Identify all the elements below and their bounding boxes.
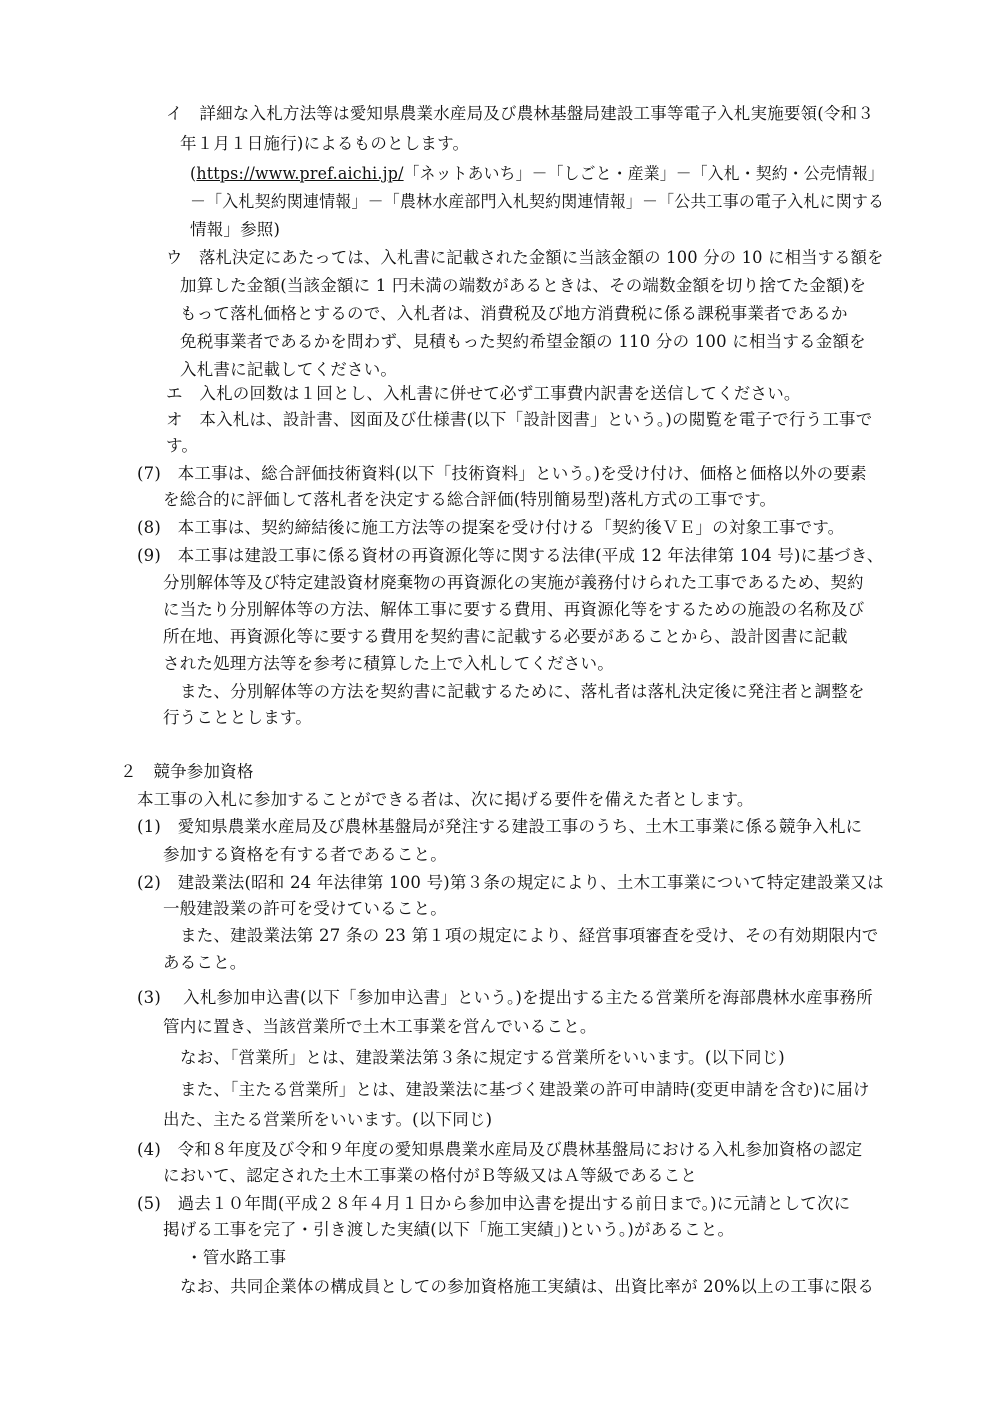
item-7-line-1: (7) 本工事は、総合評価技術資料(以下「技術資料」という。)を受け付け、価格と価格以外の要素 <box>137 464 867 483</box>
item-i-line-1: イ 詳細な入札方法等は愛知県農業水産局及び農林基盤局建設工事等電子入札実施要領(令和３ <box>166 104 875 123</box>
item-u-line-3: もって落札価格とするので、入札者は、消費税及び地方消費税に係る課税事業者であるか <box>180 304 848 323</box>
item-7-line-2: を総合的に評価して落札者を決定する総合評価(特別簡易型)落札方式の工事です。 <box>163 490 777 509</box>
section-2-intro: 本工事の入札に参加することができる者は、次に掲げる要件を備えた者とします。 <box>137 790 754 809</box>
item-9-line-3: に当たり分別解体等の方法、解体工事に要する費用、再資源化等をするための施設の名称及び <box>163 600 865 619</box>
req-3-line-5: 出た、主たる営業所をいいます。(以下同じ) <box>163 1110 493 1129</box>
item-8-line-1: (8) 本工事は、契約締結後に施工方法等の提案を受け付ける「契約後ＶＥ」の対象工事です。 <box>137 518 845 537</box>
reference-path-text: 「ネットあいち」－「しごと・産業」－「入札・契約・公売情報」 <box>403 164 884 183</box>
item-i-line-2: 年１月１日施行)によるものとします。 <box>180 134 470 153</box>
req-5-line-2: 掲げる工事を完了・引き渡した実績(以下「施工実績」)という。)があること。 <box>163 1220 735 1239</box>
req-1-line-1: (1) 愛知県農業水産局及び農林基盤局が発注する建設工事のうち、土木工事業に係る競争入札に <box>137 817 863 836</box>
req-1-line-2: 参加する資格を有する者であること。 <box>163 845 447 864</box>
req-3-line-2: 管内に置き、当該営業所で土木工事業を営んでいること。 <box>163 1017 597 1036</box>
req-3-line-1: (3) 入札参加申込書(以下「参加申込書」という。)を提出する主たる営業所を海部農林水産事務所 <box>137 988 873 1007</box>
req-5-bullet: ・管水路工事 <box>186 1248 287 1267</box>
item-o-line-2: す。 <box>166 436 199 455</box>
item-i-reference-line-3: 情報」参照) <box>190 220 281 239</box>
item-9-line-6: また、分別解体等の方法を契約書に記載するために、落札者は落札決定後に発注者と調整を <box>180 682 865 701</box>
req-2-line-2: 一般建設業の許可を受けていること。 <box>163 899 447 918</box>
item-e-line-1: エ 入札の回数は１回とし、入札書に併せて必ず工事費内訳書を送信してください。 <box>166 384 801 403</box>
req-3-line-4: また、「主たる営業所」とは、建設業法に基づく建設業の許可申請時(変更申請を含む)に届け <box>180 1080 870 1099</box>
item-9-line-7: 行うこととします。 <box>163 708 312 727</box>
req-5-line-3: なお、共同企業体の構成員としての参加資格施工実績は、出資比率が 20%以上の工事に限る <box>180 1277 875 1296</box>
req-4-line-1: (4) 令和８年度及び令和９年度の愛知県農業水産局及び農林基盤局における入札参加資格の認定 <box>137 1140 863 1159</box>
item-u-line-1: ウ 落札決定にあたっては、入札書に記載された金額に当該金額の 100 分の 10 に相当する額を <box>166 248 884 267</box>
item-9-line-1: (9) 本工事は建設工事に係る資材の再資源化等に関する法律(平成 12 年法律第 104 号)に基づき、 <box>137 546 884 565</box>
item-u-line-4: 免税事業者であるかを問わず、見積もった契約希望金額の 110 分の 100 に相当する金額を <box>180 332 866 351</box>
reference-url-link[interactable]: https://www.pref.aichi.jp/ <box>196 164 404 183</box>
req-3-line-3: なお、「営業所」とは、建設業法第３条に規定する営業所をいいます。(以下同じ) <box>180 1048 785 1067</box>
item-i-reference-line-1: (https://www.pref.aichi.jp/「ネットあいち」－「しごと・産業」－「入札・契約・公売情報」 <box>190 164 884 183</box>
item-9-line-5: された処理方法等を参考に積算した上で入札してください。 <box>163 654 614 673</box>
item-u-line-2: 加算した金額(当該金額に 1 円未満の端数があるときは、その端数金額を切り捨てた金額)を <box>180 276 867 295</box>
item-9-line-2: 分別解体等及び特定建設資材廃棄物の再資源化の実施が義務付けられた工事であるため、契約 <box>163 573 864 592</box>
req-4-line-2: において、認定された土木工事業の格付がＢ等級又はＡ等級であること <box>163 1166 698 1185</box>
req-5-line-1: (5) 過去１０年間(平成２８年４月１日から参加申込書を提出する前日まで。)に元請として次に <box>137 1194 851 1213</box>
item-9-line-4: 所在地、再資源化等に要する費用を契約書に記載する必要があることから、設計図書に記載 <box>163 627 848 646</box>
item-u-line-5: 入札書に記載してください。 <box>180 360 398 379</box>
req-2-line-4: あること。 <box>163 953 247 972</box>
req-2-line-3: また、建設業法第 27 条の 23 第１項の規定により、経営事項審査を受け、その有効期限内で <box>180 926 879 945</box>
item-i-reference-line-2: －「入札契約関連情報」－「農林水産部門入札契約関連情報」－「公共工事の電子入札に関する <box>190 192 885 211</box>
section-2-heading: ２ 競争参加資格 <box>120 762 254 781</box>
item-o-line-1: オ 本入札は、設計書、図面及び仕様書(以下「設計図書」という。)の閲覧を電子で行う工事で <box>166 410 873 429</box>
req-2-line-1: (2) 建設業法(昭和 24 年法律第 100 号)第３条の規定により、土木工事業について特定建設業又は <box>137 873 884 892</box>
